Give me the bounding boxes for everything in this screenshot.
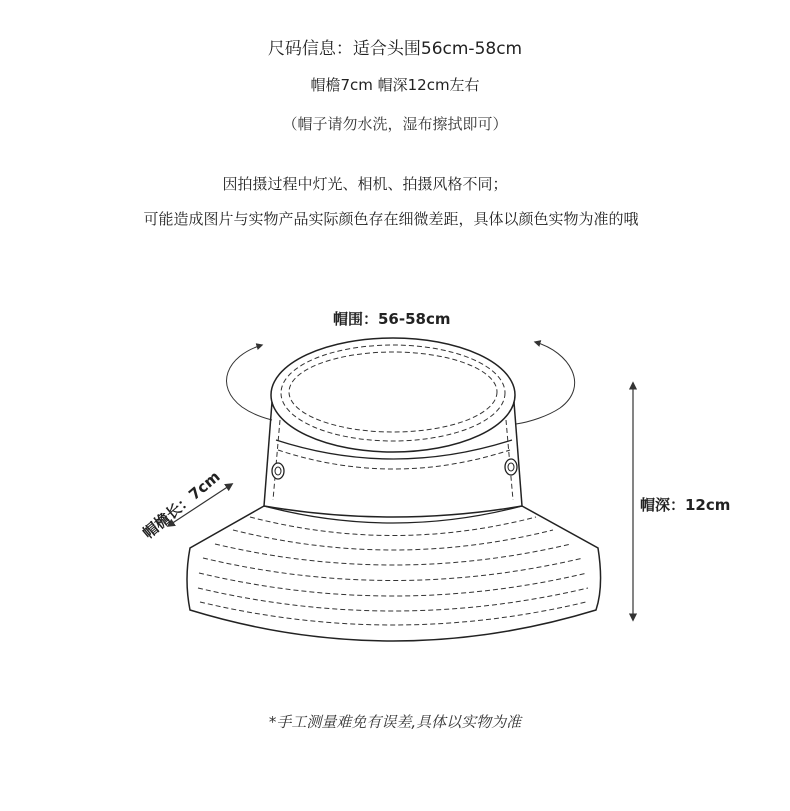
- size-info-title: 尺码信息：适合头围56cm-58cm: [267, 39, 523, 59]
- circumference-arrow-right: [516, 342, 575, 424]
- eyelet-right: [505, 459, 517, 475]
- crown-side-right: [514, 402, 522, 506]
- care-instructions: （帽子请勿水洗，湿布擦拭即可）: [282, 115, 508, 133]
- circumference-label: 帽围：56-58cm: [333, 310, 451, 328]
- brim-outline: [187, 506, 601, 641]
- depth-label: 帽深：12cm: [640, 496, 731, 514]
- circumference-arrow-left: [227, 345, 272, 420]
- measurement-footnote: *手工测量难免有误差,具体以实物为准: [268, 713, 522, 731]
- brim-length-label: 帽檐长：7cm: [139, 467, 224, 543]
- disclaimer-line-2: 可能造成图片与实物产品实际颜色存在细微差距，具体以颜色实物为准的哦: [143, 210, 639, 228]
- size-info-dimensions: 帽檐7cm 帽深12cm左右: [310, 76, 480, 94]
- disclaimer-line-1: 因拍摄过程中灯光、相机、拍摄风格不同；: [222, 175, 508, 193]
- crown-side-stitch-left: [273, 420, 280, 500]
- crown-top: [271, 338, 515, 452]
- eyelet-left: [272, 463, 284, 479]
